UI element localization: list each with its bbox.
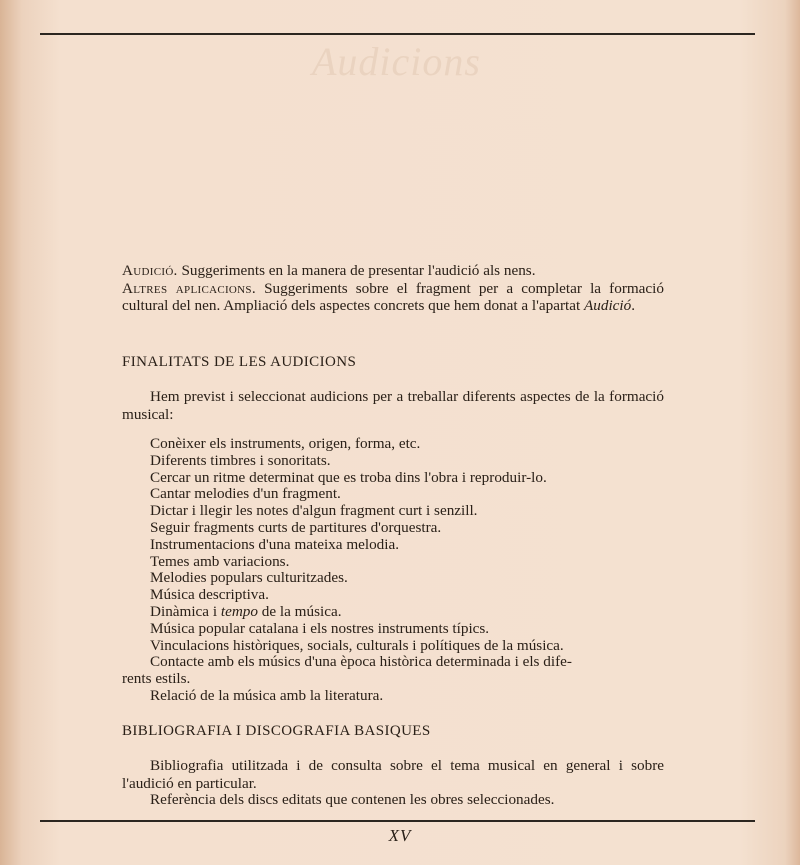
audicio-text: Suggeriments en la manera de presentar l'audició als nens. [181,262,536,279]
bottom-rule [40,820,755,822]
list-item: Relació de la música amb la literatura. [150,686,384,704]
list-item: Temes amb variacions. [150,552,290,570]
ghost-title: Audicions [312,39,481,84]
list-item-contacte-line2: rents estils. [122,670,191,688]
bibliografia-paragraph-1: Bibliografia utilitzada i de consulta sobre el tema musical en general i sobre l'audició en particular. [122,757,664,792]
list-item: Diferents timbres i sonoritats. [150,451,331,469]
list-item: Dictar i llegir les notes d'algun fragment curt i senzill. [150,502,478,520]
list-item: Música popular catalana i els nostres instruments típics. [150,619,490,637]
list-item: Seguir fragments curts de partitures d'orquestra. [150,518,442,536]
list-item: Vinculacions històriques, socials, culturals i polítiques de la música. [150,636,564,654]
list-item-contacte-line1: Contacte amb els músics d'una època històrica determinada i els dife- [150,653,572,671]
page-number: XV [388,826,412,845]
list-item-dinamica: Dinàmica i tempo de la música. [150,602,342,620]
altres-label: Altres aplicacions. [122,279,256,297]
bibliografia-heading: BIBLIOGRAFIA I DISCOGRAFIA BASIQUES [122,723,431,739]
audicio-label: Audició. [122,262,178,279]
intro-block [122,262,664,315]
bibliografia-paragraph-2: Referència dels discs editats que contenen les obres seleccionades. [150,791,555,808]
altres-italic: Audició [584,297,632,315]
intro-audicio [122,262,664,280]
finalitats-list [122,435,664,705]
finalitats-heading: FINALITATS DE LES AUDICIONS [122,354,357,370]
list-item: Cercar un ritme determinat que es troba dins l'obra i reproduir-lo. [150,468,547,486]
list-item: Música descriptiva. [150,586,269,604]
list-item: Instrumentacions d'una mateixa melodia. [150,535,400,553]
altres-end: . [631,297,636,315]
altres-text: Suggeriments sobre el fragment per a completar la formació cultural del nen. Ampliació dels aspectes concrets que hem donat a l'apartat [122,279,664,315]
list-item: Melodies populars culturitzades. [150,569,348,587]
finalitats-paragraph: Hem previst i seleccionat audicions per a treballar diferents aspectes de la formació musical: [122,388,664,423]
top-rule [40,33,755,35]
intro-altres [122,280,664,315]
list-item: Cantar melodies d'un fragment. [150,485,341,503]
list-item: Conèixer els instruments, origen, forma, etc. [150,435,421,452]
